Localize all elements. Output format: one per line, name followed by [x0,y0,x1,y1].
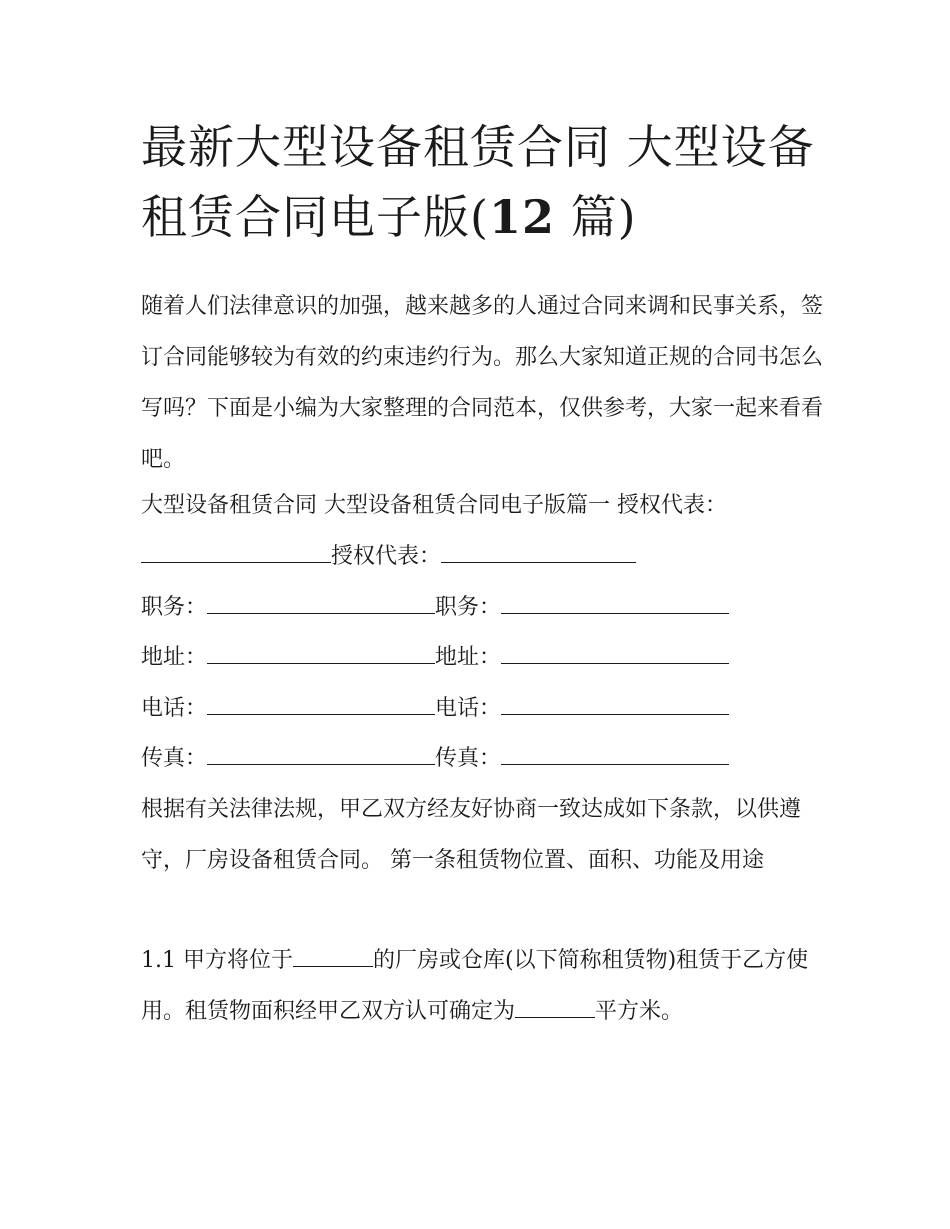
phone-line [141,683,831,734]
address-label-b: 地址： [435,645,502,670]
title-suffix: 篇) [554,190,637,244]
clause-1-1-part2: 的厂房或仓库(以下简称租赁物)租赁于乙方使用。租赁物面积经甲乙双方认可确定为 [141,948,809,1024]
clause-1-1-part3: 平方米。 [595,999,684,1024]
fax-blank-a [207,748,435,765]
rep-label: 授权代表： [331,544,442,569]
fax-line [141,733,831,784]
rep-blank-b [441,546,636,563]
address-blank-a [207,647,435,664]
position-label-a: 职务： [141,595,208,620]
title-count: 12 [488,190,555,244]
position-blank-b [501,597,729,614]
address-line [141,632,831,683]
position-blank-a [207,597,435,614]
phone-blank-a [207,698,435,715]
section-heading [141,480,831,582]
position-label-b: 职务： [435,595,502,620]
fax-blank-b [501,748,729,765]
intro-paragraph: 随着人们法律意识的加强，越来越多的人通过合同来调和民事关系，签订合同能够较为有效的约束违约行为。那么大家知道正规的合同书怎么写吗？下面是小编为大家整理的合同范本，仅供参考，大家一起来看看吧。 [141,294,824,472]
fax-label-b: 传真： [435,746,502,771]
document-title [141,112,831,252]
title-text: 最新大型设备租赁合同 大型设备租赁合同电子版( [141,120,815,244]
rep-blank-a [141,546,331,563]
phone-blank-b [501,698,729,715]
position-line [141,582,831,633]
address-label-a: 地址： [141,645,208,670]
phone-label-a: 电话： [141,696,208,721]
clause-intro: 根据有关法律法规，甲乙双方经友好协商一致达成如下条款，以供遵守，厂房设备租赁合同。 第一条租赁物位置、面积、功能及用途 [141,797,802,873]
location-blank [293,950,373,967]
clause-1-1 [141,935,831,1037]
area-blank [515,1001,595,1018]
fax-label-a: 传真： [141,746,208,771]
phone-label-b: 电话： [435,696,502,721]
section-heading-text: 大型设备租赁合同 大型设备租赁合同电子版篇一 授权代表： [141,493,727,518]
address-blank-b [501,647,729,664]
clause-1-1-part1: 1.1 甲方将位于 [141,948,293,973]
